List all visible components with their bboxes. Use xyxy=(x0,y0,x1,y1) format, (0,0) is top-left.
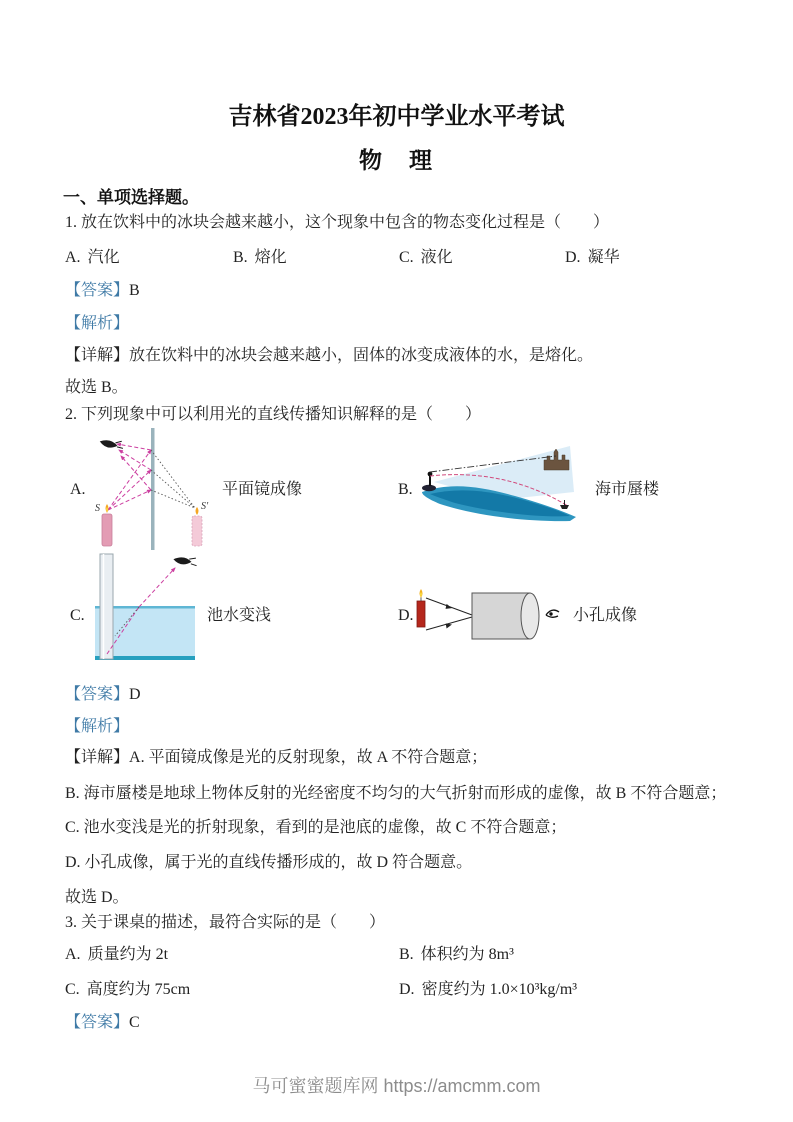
q2-analysis-line xyxy=(65,717,129,737)
pole xyxy=(100,554,113,659)
camera-tube xyxy=(472,593,539,639)
q1-conclusion: 故选 B。 xyxy=(65,379,128,396)
mirror xyxy=(151,428,155,550)
light-rays xyxy=(426,598,472,630)
q2-detail-line-a xyxy=(65,748,487,768)
eye-icon xyxy=(173,552,199,569)
q2-answer-line xyxy=(65,685,141,705)
answer-label: 【答案】 xyxy=(65,282,130,299)
eye-icon xyxy=(546,610,559,617)
q3-option-a-text: 质量约为 2t xyxy=(87,946,169,963)
q1-analysis-line xyxy=(65,314,129,334)
eye-icon xyxy=(99,433,126,453)
q1-option-d-text: 凝华 xyxy=(587,249,620,266)
reflected-rays xyxy=(117,444,151,490)
analysis-label: 【解析】 xyxy=(65,315,130,332)
candle-image xyxy=(192,507,202,546)
q2-figure-b-key: B. xyxy=(398,481,413,498)
q1-option-c-text: 液化 xyxy=(420,249,453,266)
distant-ship xyxy=(560,500,569,509)
q1-option-b xyxy=(233,248,287,268)
q3-option-b xyxy=(399,945,514,965)
image-point-label: S′ xyxy=(201,501,209,512)
q2-figure-b-caption: 海市蜃楼 xyxy=(595,481,660,498)
q3-option-a xyxy=(65,945,168,965)
q3-stem: 3. 关于课桌的描述，最符合实际的是（ ） xyxy=(65,914,386,931)
q2-figure-d-key: D. xyxy=(398,607,414,624)
answer-label: 【答案】 xyxy=(65,686,130,703)
q3-answer-value: C xyxy=(129,1014,140,1031)
q1-detail-line xyxy=(65,346,593,366)
site-footer: 马可蜜蜜题库网 https://amcmm.com xyxy=(252,1076,541,1096)
q1-option-d-key: D. xyxy=(565,249,581,266)
q3-option-c-text: 高度约为 75cm xyxy=(86,981,191,998)
q3-option-c-key: C. xyxy=(65,981,80,998)
q2-figure-c-key: C. xyxy=(70,607,85,624)
q1-option-d xyxy=(565,248,620,268)
analysis-label: 【解析】 xyxy=(65,718,130,735)
q1-option-a xyxy=(65,248,120,268)
page-title: 吉林省2023年初中学业水平考试 xyxy=(228,104,565,130)
detail-label: 【详解】 xyxy=(65,347,130,364)
section-heading: 一、单项选择题。 xyxy=(63,188,199,207)
candle-object xyxy=(102,504,112,546)
q1-detail-text: 放在饮料中的冰块会越来越小，固体的冰变成液体的水，是熔化。 xyxy=(129,347,594,364)
figure-mirage xyxy=(420,442,592,524)
candle xyxy=(417,589,425,627)
incident-rays xyxy=(108,450,151,510)
q2-detail-line-d: D. 小孔成像，属于光的直线传播形成的，故 D 符合题意。 xyxy=(65,854,473,871)
figure-pinhole xyxy=(413,585,565,647)
detail-label: 【详解】 xyxy=(65,749,130,766)
q1-option-a-key: A. xyxy=(65,249,81,266)
q2-stem: 2. 下列现象中可以利用光的直线传播知识解释的是（ ） xyxy=(65,406,482,423)
q3-option-b-key: B. xyxy=(399,946,414,963)
q2-figure-a-key: A. xyxy=(70,481,86,498)
q3-option-d-text: 密度约为 1.0×10³kg/m³ xyxy=(421,981,578,998)
q2-answer-value: D xyxy=(129,686,141,703)
q1-option-a-text: 汽化 xyxy=(87,249,120,266)
page-subject: 物 理 xyxy=(359,148,434,173)
q3-option-d xyxy=(399,980,577,1000)
observer-person xyxy=(422,472,436,492)
q3-option-c xyxy=(65,980,190,1000)
q3-option-a-key: A. xyxy=(65,946,81,963)
q2-detail-a-text: A. 平面镜成像是光的反射现象，故 A 不符合题意； xyxy=(129,749,488,766)
q1-stem: 1. 放在饮料中的冰块会越来越小，这个现象中包含的物态变化过程是（ ） xyxy=(65,214,610,231)
q1-option-b-key: B. xyxy=(233,249,248,266)
q3-option-b-text: 体积约为 8m³ xyxy=(420,946,514,963)
q3-answer-line xyxy=(65,1013,140,1033)
q3-option-d-key: D. xyxy=(399,981,415,998)
q1-option-c-key: C. xyxy=(399,249,414,266)
q2-figure-a-caption: 平面镜成像 xyxy=(222,481,303,498)
q2-figure-c-caption: 池水变浅 xyxy=(207,607,272,624)
virtual-ray-extensions xyxy=(151,450,195,508)
q2-figure-d-caption: 小孔成像 xyxy=(573,607,638,624)
q1-option-b-text: 熔化 xyxy=(254,249,287,266)
q2-conclusion: 故选 D。 xyxy=(65,889,129,906)
q2-detail-line-b: B. 海市蜃楼是地球上物体反射的光经密度不均匀的大气折射而形成的虚像，故 B 不符合题意； xyxy=(65,785,727,802)
q1-option-c xyxy=(399,248,453,268)
q2-detail-line-c: C. 池水变浅是光的折射现象，看到的是池底的虚像，故 C 不符合题意； xyxy=(65,819,567,836)
answer-label: 【答案】 xyxy=(65,1014,130,1031)
source-point-label: S xyxy=(95,503,100,514)
q1-answer-line xyxy=(65,281,140,301)
q1-answer-value: B xyxy=(129,282,140,299)
figure-pool-refraction xyxy=(93,550,203,670)
